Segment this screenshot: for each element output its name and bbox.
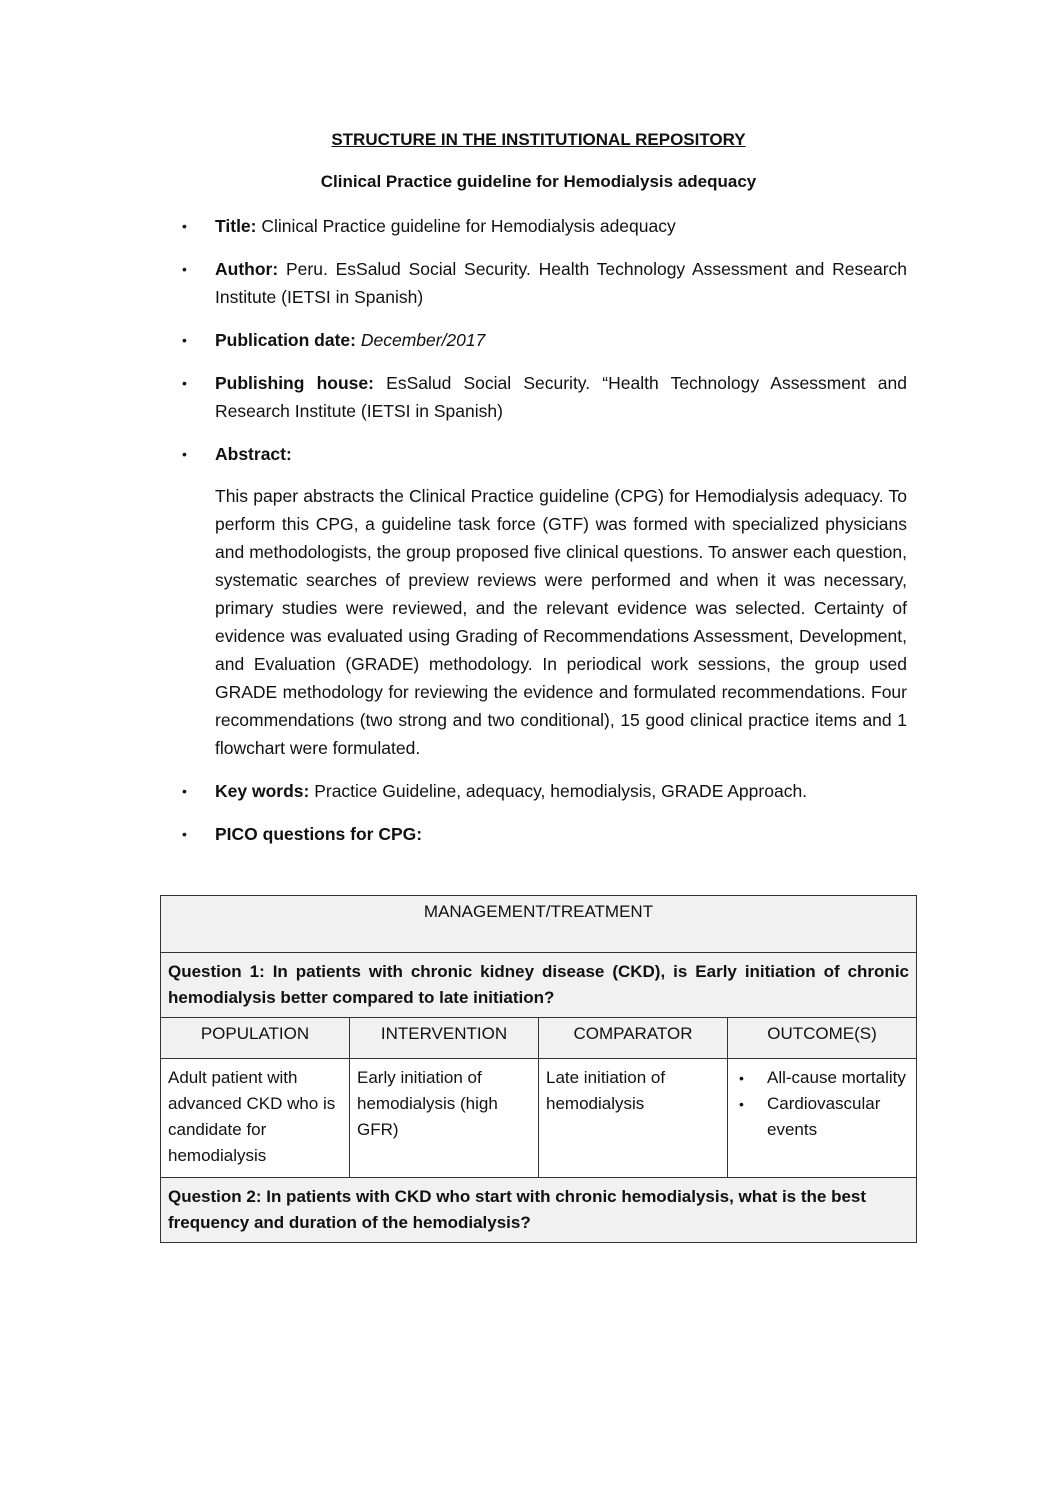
- meta-house-value: EsSalud Social Security. “Health Technology Assessment and Research Institute (IETSI in Spanish): [215, 373, 907, 421]
- question-1: Question 1: In patients with chronic kidney disease (CKD), is Early initiation of chronic hemodialysis better compared to late initiation?: [161, 953, 917, 1018]
- outcome-2: Cardiovascular events: [767, 1094, 881, 1139]
- meta-keywords-value: Practice Guideline, adequacy, hemodialysis, GRADE Approach.: [309, 781, 808, 801]
- meta-house-label: Publishing house:: [215, 373, 374, 393]
- list-item: [735, 1091, 909, 1143]
- header-outcomes: OUTCOME(S): [728, 1018, 917, 1059]
- meta-keywords: [160, 777, 907, 805]
- meta-abstract: [160, 440, 907, 762]
- meta-title: [160, 212, 907, 240]
- table-section-title: MANAGEMENT/TREATMENT: [161, 896, 917, 953]
- cell-comparator: Late initiation of hemodialysis: [539, 1059, 728, 1178]
- meta-pubdate-value: December/2017: [355, 330, 486, 350]
- meta-pico-label: PICO questions for CPG:: [215, 824, 423, 844]
- cell-intervention: Early initiation of hemodialysis (high GFR): [350, 1059, 539, 1178]
- page-title: STRUCTURE IN THE INSTITUTIONAL REPOSITORY: [331, 130, 746, 149]
- pico-table: [160, 895, 917, 1243]
- bullet-icon: •: [739, 1070, 744, 1086]
- list-item: [735, 1065, 909, 1091]
- outcome-list: [735, 1065, 909, 1143]
- metadata-list: [160, 212, 907, 863]
- meta-abstract-label: Abstract:: [215, 444, 292, 464]
- bullet-icon: •: [739, 1096, 744, 1112]
- bullet-icon: •: [182, 826, 187, 842]
- header-population: POPULATION: [161, 1018, 350, 1059]
- meta-pubdate-label: Publication date:: [215, 330, 356, 350]
- bullet-icon: •: [182, 332, 187, 348]
- meta-author-label: Author:: [215, 259, 279, 279]
- bullet-icon: •: [182, 783, 187, 799]
- table-row: [161, 1059, 917, 1178]
- cell-population: Adult patient with advanced CKD who is candidate for hemodialysis: [161, 1059, 350, 1178]
- meta-publishing-house: [160, 369, 907, 425]
- meta-publication-date: [160, 326, 907, 354]
- abstract-text: This paper abstracts the Clinical Practice guideline (CPG) for Hemodialysis adequacy. To perform this CPG, a guideline task force (GTF) was formed with specialized physicians and methodologists, the group proposed five clinical questions. To answer each question, systematic searches of preview reviews were performed and when it was necessary, primary studies were reviewed, and the relevant evidence was selected. Certainty of evidence was evaluated using Grading of Recommendations Assessment, Development, and Evaluation (GRADE) methodology. In periodical work sessions, the group used GRADE methodology for reviewing the evidence and formulated recommendations. Four recommendations (two strong and two conditional), 15 good clinical practice items and 1 flowchart were formulated.: [215, 486, 907, 758]
- meta-title-value: Clinical Practice guideline for Hemodialysis adequacy: [256, 216, 676, 236]
- meta-keywords-label: Key words:: [215, 781, 310, 801]
- meta-author: [160, 255, 907, 311]
- bullet-icon: •: [182, 375, 187, 391]
- bullet-icon: •: [182, 446, 187, 462]
- header-comparator: COMPARATOR: [539, 1018, 728, 1059]
- bullet-icon: •: [182, 261, 187, 277]
- outcome-1: All-cause mortality: [767, 1068, 906, 1087]
- bullet-icon: •: [182, 218, 187, 234]
- question-2: Question 2: In patients with CKD who start with chronic hemodialysis, what is the best frequency and duration of the hemodialysis?: [161, 1178, 917, 1243]
- header-intervention: INTERVENTION: [350, 1018, 539, 1059]
- meta-pico: [160, 820, 907, 848]
- meta-title-label: Title:: [215, 216, 257, 236]
- meta-author-value: Peru. EsSalud Social Security. Health Technology Assessment and Research Institute (IETSI in Spanish): [215, 259, 907, 307]
- cell-outcomes: [728, 1059, 917, 1178]
- page-subtitle: Clinical Practice guideline for Hemodialysis adequacy: [320, 172, 757, 191]
